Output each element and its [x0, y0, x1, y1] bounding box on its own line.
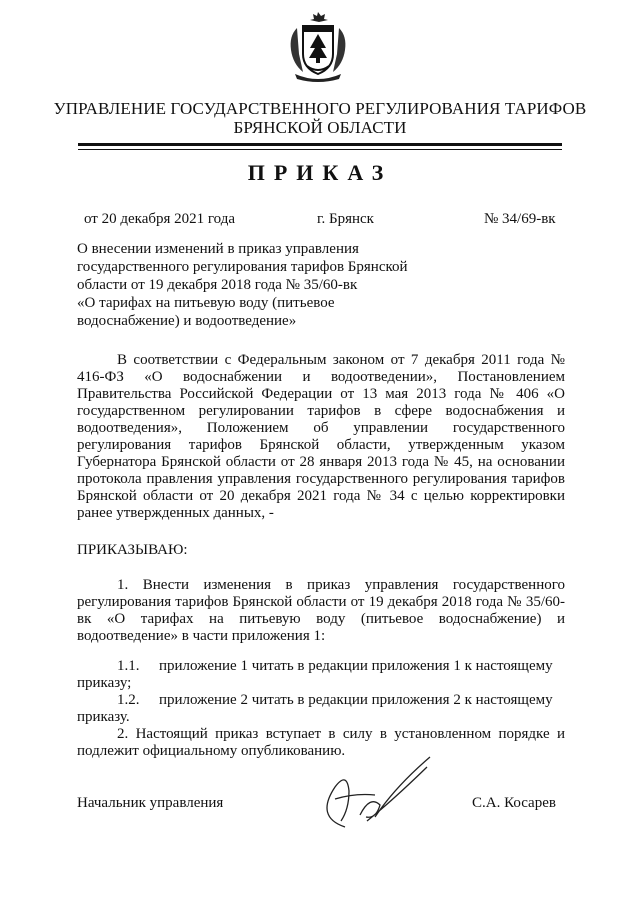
subject-line: государственного регулирования тарифов Брянской: [77, 259, 408, 275]
order-number: № 34/69-вк: [484, 211, 556, 227]
signatory-position: Начальник управления: [77, 795, 224, 811]
subject-line: «О тарифах на питьевую воду (питьевое: [77, 295, 335, 311]
signatory-name: С.А. Косарев: [472, 795, 556, 811]
order-subitem-1-1: [77, 658, 565, 692]
subject-line: О внесении изменений в приказ управления: [77, 241, 359, 257]
subitem-text: приложение 1 читать в редакции приложения 1 к настоящему приказу;: [77, 658, 553, 691]
order-subject: [77, 240, 437, 330]
handwritten-signature: [305, 755, 445, 830]
order-directive-word: ПРИКАЗЫВАЮ:: [77, 542, 188, 558]
coat-of-arms-emblem: [287, 10, 349, 82]
document-title: ПРИКАЗ: [247, 160, 393, 185]
subitem-text: приложение 2 читать в редакции приложения 2 к настоящему приказу.: [77, 692, 553, 725]
order-item-2: 2. Настоящий приказ вступает в силу в установленном порядке и подлежит официальному опубликованию.: [77, 726, 565, 759]
header-rule-thin: [78, 149, 562, 150]
header-rule-thick: [78, 143, 562, 146]
subitem-number: 1.2.: [117, 692, 140, 708]
preamble-paragraph: В соответствии с Федеральным законом от 7 декабря 2011 года № 416-ФЗ «О водоснабжении и водоотведении», Постановлением Правительства Российской Федерации от 13 мая 2013 года № 406 «О государственном регулировании тарифов в сфере водоснабжения и водоотведения», Положением об управлении государственного регулирования тарифов Брянской области, утвержденным указом Губернатора Брянской области от 28 января 2013 года № 45, на основании протокола правления управления государственного регулирования тарифов Брянской области от 20 декабря 2021 года № 34 с целью корректировки ранее утвержденных данных, -: [77, 352, 565, 521]
subitem-number: 1.1.: [117, 658, 140, 674]
subject-line: водоснабжение) и водоотведение»: [77, 313, 297, 329]
order-item-1: 1. Внести изменения в приказ управления государственного регулирования тарифов Брянской области от 19 декабря 2018 года № 35/60-вк «О тарифах на питьевую воду (питьевое водоснабжение) и водоотведение» в части приложения 1:: [77, 577, 565, 644]
order-date: от 20 декабря 2021 года: [84, 211, 236, 227]
order-city: г. Брянск: [317, 211, 374, 227]
organization-name-line-2: БРЯНСКОЙ ОБЛАСТИ: [233, 118, 407, 137]
organization-name-line-1: УПРАВЛЕНИЕ ГОСУДАРСТВЕННОГО РЕГУЛИРОВАНИЯ ТАРИФОВ: [53, 99, 587, 118]
order-subitem-1-2: [77, 692, 565, 726]
subject-line: области от 19 декабря 2018 года № 35/60-вк: [77, 277, 358, 293]
